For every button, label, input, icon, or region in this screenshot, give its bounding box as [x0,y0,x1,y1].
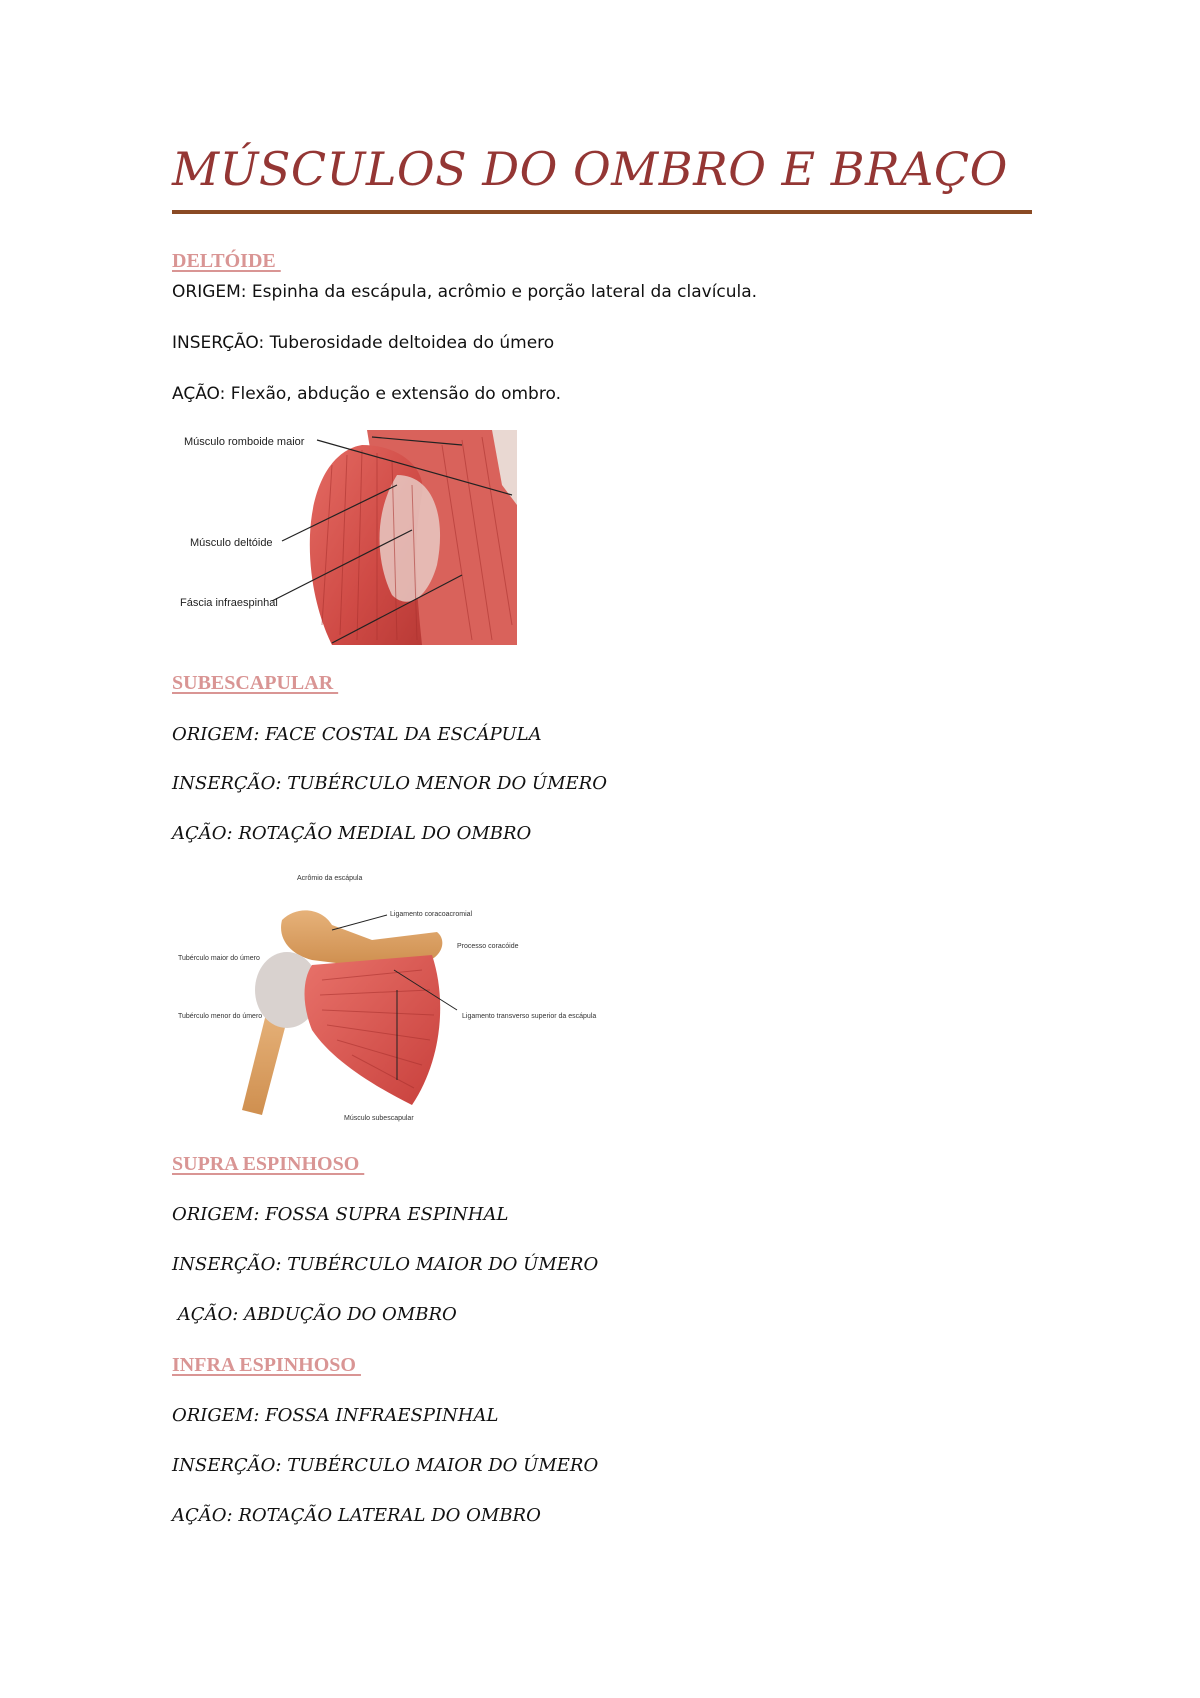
subescapular-label-musculo: Músculo subescapular [344,1115,414,1122]
deltoide-acao-text: Flexão, abdução e extensão do ombro. [225,384,561,404]
subescapular-label-lig-coracoacromial: Ligamento coracoacromial [390,911,473,918]
infra-espinhoso-origem: ORIGEM: FOSSA INFRAESPINHAL [172,1405,499,1426]
section-heading-supra-espinhoso: SUPRA ESPINHOSO [172,1153,365,1175]
deltoide-acao-label: AÇÃO: [172,384,226,404]
deltoide-acao [172,384,561,404]
infra-espinhoso-insercao: INSERÇÃO: TUBÉRCULO MAIOR DO ÚMERO [172,1455,599,1476]
deltoide-label-fascia: Fáscia infraespinhal [180,597,278,609]
deltoide-insercao-label: INSERÇÃO: [172,333,265,353]
subescapular-origem: ORIGEM: FACE COSTAL DA ESCÁPULA [172,724,542,745]
section-heading-deltoide: DELTÓIDE [172,250,281,272]
deltoide-illustration [172,425,517,645]
subescapular-insercao: INSERÇÃO: TUBÉRCULO MENOR DO ÚMERO [172,773,607,794]
supra-espinhoso-acao: AÇÃO: ABDUÇÃO DO OMBRO [172,1304,457,1325]
subescapular-illustration [172,870,597,1125]
subescapular-acao: AÇÃO: ROTAÇÃO MEDIAL DO OMBRO [172,823,532,844]
subescapular-label-tuberculo-maior: Tubérculo maior do úmero [178,955,260,962]
section-heading-subescapular: SUBESCAPULAR [172,672,339,694]
subescapular-label-acromio: Acrômio da escápula [297,875,363,882]
section-heading-infra-espinhoso: INFRA ESPINHOSO [172,1354,361,1376]
deltoide-origem-text: Espinha da escápula, acrômio e porção lateral da clavícula. [246,282,758,302]
deltoide-insercao [172,333,554,353]
infra-espinhoso-acao: AÇÃO: ROTAÇÃO LATERAL DO OMBRO [172,1505,541,1526]
deltoide-origem-label: ORIGEM: [172,282,247,302]
subescapular-label-coracoide: Processo coracóide [457,943,519,950]
deltoide-label-romboide: Músculo romboide maior [184,436,305,448]
subescapular-label-tuberculo-menor: Tubérculo menor do úmero [178,1013,263,1020]
subescapular-label-lig-transverso: Ligamento transverso superior da escápula [462,1013,597,1020]
deltoide-insercao-text: Tuberosidade deltoidea do úmero [264,333,555,353]
supra-espinhoso-origem: ORIGEM: FOSSA SUPRA ESPINHAL [172,1204,509,1225]
page-title: MÚSCULOS DO OMBRO E BRAÇO [172,142,1008,196]
deltoide-label-deltoide: Músculo deltóide [190,537,273,549]
supra-espinhoso-insercao: INSERÇÃO: TUBÉRCULO MAIOR DO ÚMERO [172,1254,599,1275]
deltoide-origem [172,282,757,302]
title-divider [172,210,1032,214]
